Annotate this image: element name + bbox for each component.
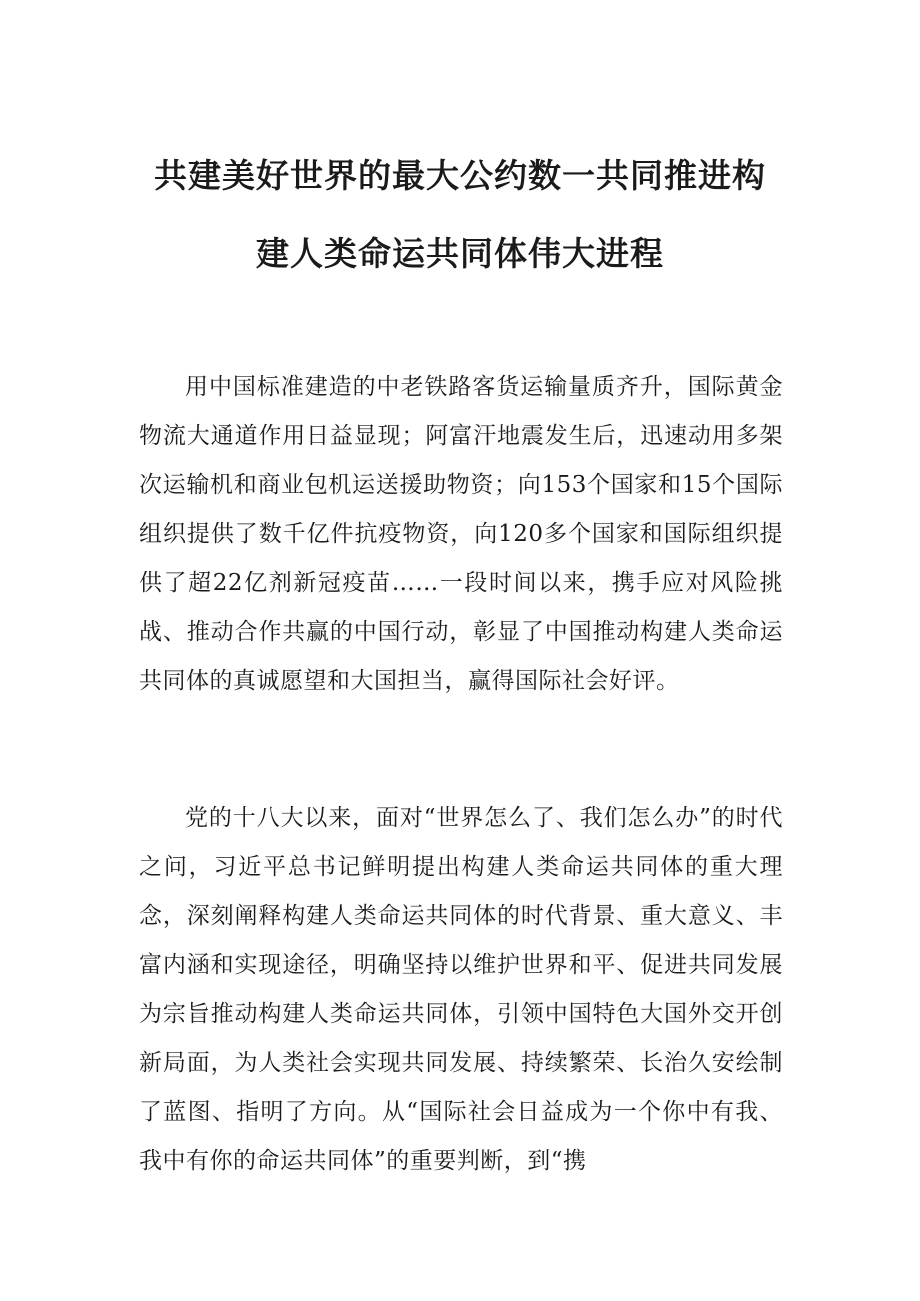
document-title-line-2: 建人类命运共同体伟大进程: [256, 234, 664, 273]
body-paragraph-1: 用中国标准建造的中老铁路客货运输量质齐升，国际黄金物流大通道作用日益显现；阿富汗地震发生后，迅速动用多架次运输机和商业包机运送援助物资；向153个国家和15个国际组织提供了数千亿件抗疫物资，向120多个国家和国际组织提供了超22亿剂新冠疫苗……一段时间以来，携手应对风险挑战、推动合作共赢的中国行动，彰显了中国推动构建人类命运共同体的真诚愿望和大国担当，赢得国际社会好评。: [139, 374, 783, 694]
body-paragraph-2: 党的十八大以来，面对“世界怎么了、我们怎么办”的时代之问，习近平总书记鲜明提出构建人类命运共同体的重大理念，深刻阐释构建人类命运共同体的时代背景、重大意义、丰富内涵和实现途径，明确坚持以维护世界和平、促进共同发展为宗旨推动构建人类命运共同体，引领中国特色大国外交开创新局面，为人类社会实现共同发展、持续繁荣、长治久安绘制了蓝图、指明了方向。从“国际社会日益成为一个你中有我、我中有你的命运共同体”的重要判断，到“携: [139, 805, 783, 1174]
document-title-line-1: 共建美好世界的最大公约数一共同推进构: [154, 156, 766, 195]
